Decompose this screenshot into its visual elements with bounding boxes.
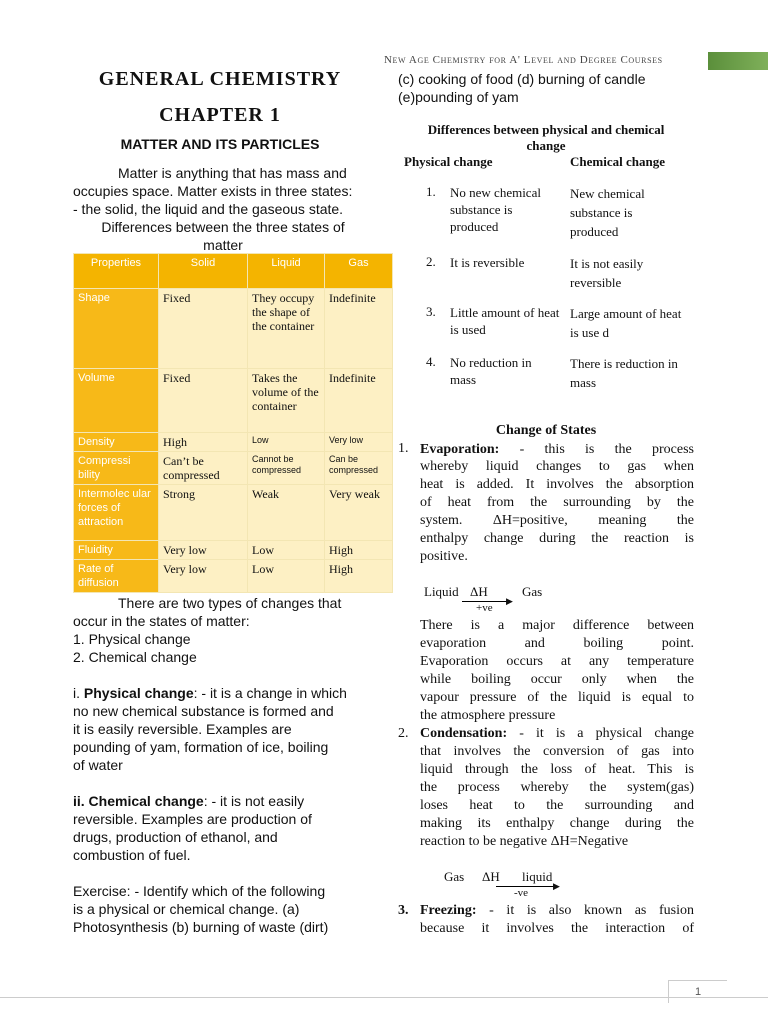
equation-product: liquid — [522, 869, 553, 884]
table-cell: They occupy the shape of the container — [248, 289, 325, 369]
table-cell: Indefinite — [325, 369, 393, 433]
freezing-line: because it involves the interaction of — [420, 921, 694, 936]
section-subtitle: MATTER AND ITS PARTICLES — [120, 136, 320, 152]
header-accent-bar — [708, 52, 768, 70]
equation-reactant: Liquid — [424, 584, 459, 599]
table-cell: Can’t be compressed — [159, 452, 248, 485]
exercise-line: Exercise: - Identify which of the following — [73, 883, 326, 899]
condensation-def — [420, 726, 694, 742]
diff-chemical-cell: Large amount of heat is use d — [570, 306, 682, 340]
diff-chemical-cell: There is reduction in mass — [570, 356, 678, 390]
table-cell: Indefinite — [325, 289, 393, 369]
chemical-change-term: ii. Chemical change — [73, 793, 204, 809]
exercise-line: Photosynthesis (b) burning of waste (dirt) — [73, 919, 329, 935]
table-row — [74, 485, 393, 541]
arrow-head-icon: ▶ — [506, 596, 513, 606]
condensation-text: - it is a physical change — [519, 726, 694, 741]
table-cell: Low — [248, 433, 325, 452]
intro-line: Differences between the three states of — [101, 219, 345, 235]
table-row — [74, 369, 393, 433]
footer-rule — [0, 997, 768, 998]
physical-change-def — [73, 684, 347, 702]
table-header-cell: Properties — [74, 254, 159, 289]
exercise-line: (e)pounding of yam — [398, 89, 519, 105]
condensation-line: reaction to be negative ΔH=Negative — [420, 834, 629, 849]
page-title: GENERAL CHEMISTRY — [98, 68, 342, 90]
chemical-change-def — [73, 792, 304, 810]
evaporation-line: whereby liquid changes to gas when — [420, 459, 694, 474]
equation-sign: -ve — [514, 887, 529, 899]
table-header-cell: Liquid — [248, 254, 325, 289]
table-cell: Can be compressed — [325, 452, 393, 485]
equation-sign: +ve — [476, 602, 493, 614]
diff-chemical-cell: It is not easily reversible — [570, 256, 644, 290]
evaporation-line: enthalpy change during the reaction is — [420, 531, 694, 546]
physical-change-lead: i. — [73, 685, 84, 701]
table-row — [74, 452, 393, 485]
diff-row-number: 3. — [426, 304, 436, 319]
condensation-term: Condensation: — [420, 726, 508, 741]
table-cell: Very low — [325, 433, 393, 452]
diff-physical-cell: It is reversible — [450, 255, 525, 270]
evaporation-line: heat is added. It involves the absorption — [420, 477, 694, 492]
arrow-head-icon: ▶ — [553, 881, 560, 891]
property-cell: Intermolec ular forces of attraction — [74, 485, 159, 541]
equation-delta-h: ΔH — [482, 869, 500, 884]
intro-line: Matter is anything that has mass and — [118, 165, 347, 181]
property-cell: Compressi bility — [74, 452, 159, 485]
changes-line: 1. Physical change — [73, 631, 191, 647]
table-cell: Low — [248, 541, 325, 560]
table-row — [74, 560, 393, 593]
evaporation-def — [420, 441, 694, 459]
table-cell: Strong — [159, 485, 248, 541]
intro-line: - the solid, the liquid and the gaseous state. — [73, 201, 344, 217]
intro-line: matter — [203, 237, 243, 253]
list-number: 2. — [398, 726, 409, 741]
equation-reactant: Gas — [444, 869, 465, 884]
chemical-change-line: combustion of fuel. — [73, 847, 191, 863]
physical-change-term: Physical change — [83, 685, 194, 701]
condensation-line: liquid through the loss of heat. This is — [420, 762, 694, 777]
equation-delta-h: ΔH — [470, 584, 488, 599]
table-row — [74, 289, 393, 369]
evaporation-line: positive. — [420, 549, 468, 564]
table-header-row — [74, 254, 393, 289]
list-number: 1. — [398, 441, 409, 456]
equation-product: Gas — [522, 584, 543, 599]
freezing-def — [420, 903, 694, 919]
boiling-line: while boiling occur only when the — [420, 672, 694, 687]
chemical-change-line: drugs, production of ethanol, and — [73, 829, 278, 845]
diff-row-number: 2. — [426, 254, 436, 269]
diff-row-number: 1. — [426, 184, 436, 199]
table-row — [74, 433, 393, 452]
freezing-text: - it is also known as fusion — [489, 903, 695, 918]
evaporation-term: Evaporation: — [420, 442, 500, 457]
physical-change-line: pounding of yam, formation of ice, boiling — [73, 739, 329, 755]
running-header: New Age Chemistry for A' Level and Degree Courses — [384, 54, 663, 66]
table-cell: Fixed — [159, 369, 248, 433]
property-cell: Volume — [74, 369, 159, 433]
diff-row-number: 4. — [426, 354, 436, 369]
exercise-line: (c) cooking of food (d) burning of candle — [398, 71, 646, 87]
diff-physical-cell: No new chemical substance is produced — [450, 185, 541, 234]
table-cell: Weak — [248, 485, 325, 541]
diff-physical-cell: No reduction in mass — [450, 355, 532, 387]
chapter-title: CHAPTER 1 — [159, 104, 281, 126]
table-cell: Very low — [159, 560, 248, 593]
condensation-line: making its enthalpy change during the — [420, 816, 694, 831]
physical-change-text: : - it is a change in which — [193, 685, 347, 701]
evaporation-line: of heat from the surrounding by the — [420, 495, 694, 510]
evaporation-text: - this is the process — [519, 442, 694, 457]
property-cell: Shape — [74, 289, 159, 369]
table-cell: Very weak — [325, 485, 393, 541]
condensation-line: that involves the conversion of gas into — [420, 744, 694, 759]
table-cell: Low — [248, 560, 325, 593]
table-cell: High — [325, 541, 393, 560]
freezing-term: Freezing: — [420, 903, 477, 918]
diff-table-title: Differences between physical and chemical — [427, 122, 665, 137]
boiling-line: Evaporation occurs at any temperature — [420, 654, 694, 669]
property-cell: Fluidity — [74, 541, 159, 560]
physical-column-header: Physical change — [404, 154, 493, 169]
table-cell: High — [325, 560, 393, 593]
boiling-line: evaporation and boiling point. — [420, 636, 694, 651]
table-cell: High — [159, 433, 248, 452]
physical-change-line: it is easily reversible. Examples are — [73, 721, 292, 737]
page-number: 1 — [668, 980, 727, 1003]
chemical-change-text: : - it is not easily — [203, 793, 305, 809]
property-cell: Rate of diffusion — [74, 560, 159, 593]
condensation-line: loses heat to the surrounding and — [420, 798, 694, 813]
table-cell: Fixed — [159, 289, 248, 369]
table-header-cell: Solid — [159, 254, 248, 289]
property-cell: Density — [74, 433, 159, 452]
boiling-line: There is a major difference between — [420, 618, 694, 633]
table-row — [74, 541, 393, 560]
boiling-line: vapour pressure of the liquid is equal to — [420, 690, 694, 705]
physical-change-line: no new chemical substance is formed and — [73, 703, 334, 719]
changes-line: 2. Chemical change — [73, 649, 197, 665]
changes-line: occur in the states of matter: — [73, 613, 250, 629]
list-number: 3. — [398, 903, 409, 918]
table-cell: Cannot be compressed — [248, 452, 325, 485]
change-of-states-heading: Change of States — [495, 423, 597, 438]
states-of-matter-table — [73, 253, 393, 593]
table-cell: Very low — [159, 541, 248, 560]
chemical-column-header: Chemical change — [570, 154, 665, 169]
physical-change-line: of water — [73, 757, 123, 773]
intro-line: occupies space. Matter exists in three states: — [73, 183, 353, 199]
diff-table-title: change — [526, 138, 566, 153]
table-header-cell: Gas — [325, 254, 393, 289]
condensation-line: the process whereby the system(gas) — [420, 780, 694, 795]
table-cell: Takes the volume of the container — [248, 369, 325, 433]
evaporation-line: system. ΔH=positive, meaning the — [420, 513, 694, 528]
diff-physical-cell: Little amount of heat is used — [450, 305, 560, 337]
changes-line: There are two types of changes that — [118, 595, 342, 611]
exercise-line: is a physical or chemical change. (a) — [73, 901, 300, 917]
boiling-line: the atmosphere pressure — [420, 708, 556, 723]
chemical-change-line: reversible. Examples are production of — [73, 811, 312, 827]
diff-chemical-cell: New chemical substance is produced — [570, 186, 645, 239]
